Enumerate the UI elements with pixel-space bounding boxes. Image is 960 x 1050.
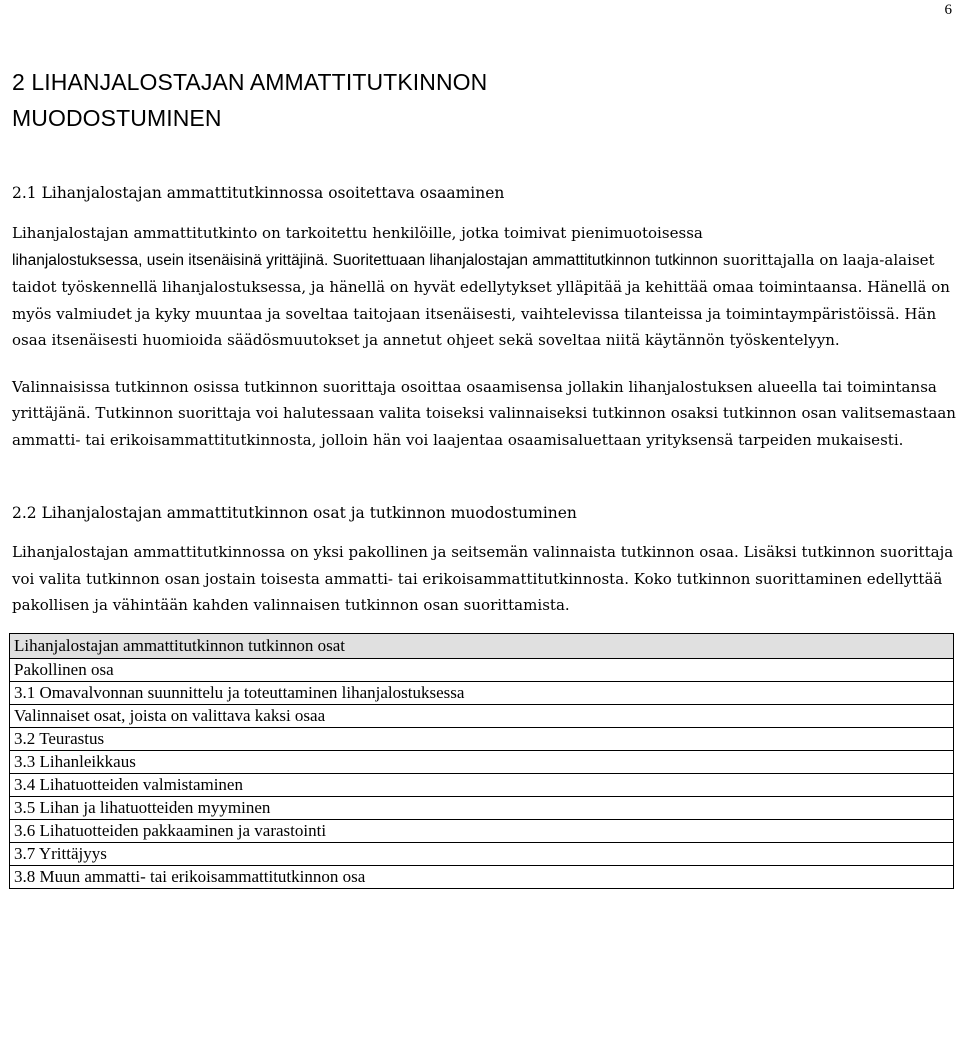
table-row <box>10 727 954 750</box>
table-row <box>10 658 954 681</box>
section-2-2-heading: 2.2 Lihanjalostajan ammattitutkinnon osat ja tutkinnon muodostuminen <box>12 504 577 522</box>
table-row <box>10 865 954 888</box>
table-header-row <box>10 633 954 658</box>
table-row <box>10 681 954 704</box>
paragraph-1-rest: suorittajalla on laaja-alaiset taidot työskennellä lihanjalostuksessa, ja hänellä on hyvät edellytykset ylläpitää ja kehittää omaa toimintaansa. Hänellä on myös valmiudet ja kyky muuntaa ja soveltaa taitojaan itsenäisesti, vaihtelevissa tilanteissa ja toimintaympäristöissä. Hän osaa itsenäisesti huomioida säädösmuutokset ja annetut ohjeet sekä soveltaa niitä käytännön työskentelyyn. <box>12 250 950 349</box>
table-row <box>10 773 954 796</box>
section-2-2-paragraph-1: Lihanjalostajan ammattitutkinnossa on yksi pakollinen ja seitsemän valinnaista tutkinnon osaa. Lisäksi tutkinnon suorittaja voi valita tutkinnon osan jostain toisesta ammatti- tai erikoisammattitutkinnosta. Koko tutkinnon suorittaminen edellyttää pakollisen ja vähintään kahden valinnaisen tutkinnon osan suorittamista. <box>12 543 954 614</box>
table-row <box>10 796 954 819</box>
table-cell: 3.4 Lihatuotteiden valmistaminen <box>10 773 954 796</box>
qualification-units-table <box>9 633 954 889</box>
table-row <box>10 842 954 865</box>
chapter-title-line-1: 2 LIHANJALOSTAJAN AMMATTITUTKINNON <box>12 69 488 95</box>
paragraph-1-sans-line: lihanjalostuksessa, usein itsenäisinä yrittäjinä. Suoritettuaan lihanjalostajan ammattitutkinnon tutkinnon <box>12 251 719 269</box>
table-cell: 3.3 Lihanleikkaus <box>10 750 954 773</box>
page-number: 6 <box>944 2 952 18</box>
table-header-cell: Lihanjalostajan ammattitutkinnon tutkinnon osat <box>10 633 954 658</box>
table-row <box>10 704 954 727</box>
table-row <box>10 819 954 842</box>
section-2-1-heading: 2.1 Lihanjalostajan ammattitutkinnossa osoitettava osaaminen <box>12 184 505 202</box>
chapter-title-line-2: MUODOSTUMINEN <box>12 105 222 131</box>
table-cell: 3.5 Lihan ja lihatuotteiden myyminen <box>10 796 954 819</box>
section-2-1-paragraph-1 <box>12 220 956 354</box>
table-cell: 3.2 Teurastus <box>10 727 954 750</box>
table-cell: Valinnaiset osat, joista on valittava kaksi osaa <box>10 704 954 727</box>
table-cell: 3.1 Omavalvonnan suunnittelu ja toteuttaminen lihanjalostuksessa <box>10 681 954 704</box>
section-2-1-paragraph-2: Valinnaisissa tutkinnon osissa tutkinnon suorittaja osoittaa osaamisensa jollakin lihanjalostuksen alueella tai toimintansa yrittäjänä. Tutkinnon suorittaja voi halutessaan valita toiseksi valinnaiseksi tutkinnon osaksi tutkinnon osan valitsemastaan ammatti- tai erikoisammattitutkinnosta, jolloin hän voi laajentaa osaamisaluettaan yrityksensä tarpeiden mukaisesti. <box>12 377 956 449</box>
table-cell: 3.7 Yrittäjyys <box>10 842 954 865</box>
table-cell: Pakollinen osa <box>10 658 954 681</box>
chapter-title <box>12 64 956 136</box>
table-cell: 3.6 Lihatuotteiden pakkaaminen ja varastointi <box>10 819 954 842</box>
table-cell: 3.8 Muun ammatti- tai erikoisammattitutkinnon osa <box>10 865 954 888</box>
paragraph-1-lead: Lihanjalostajan ammattitutkinto on tarkoitettu henkilöille, jotka toimivat pienimuotoisessa <box>12 224 703 242</box>
table-row <box>10 750 954 773</box>
document-body <box>12 64 956 889</box>
